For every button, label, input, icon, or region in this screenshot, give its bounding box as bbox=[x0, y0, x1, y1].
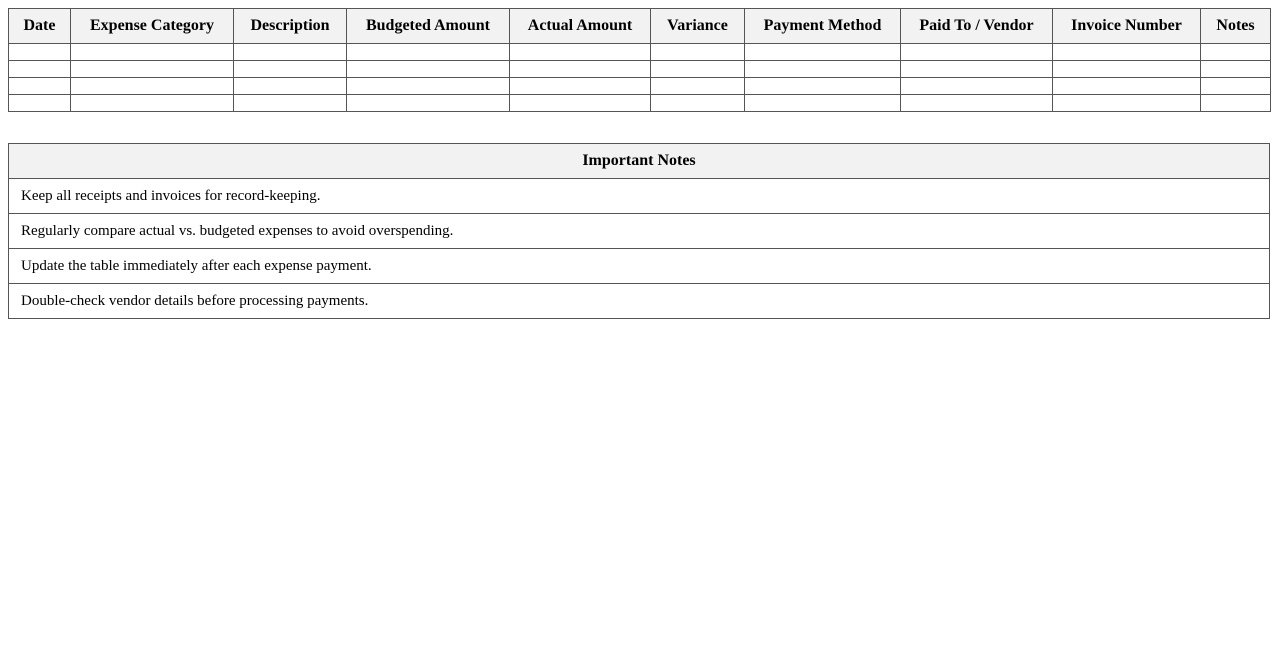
column-header-expense-category: Expense Category bbox=[71, 9, 234, 44]
column-header-date: Date bbox=[9, 9, 71, 44]
table-cell-variance[interactable] bbox=[651, 95, 745, 112]
important-notes-title: Important Notes bbox=[9, 144, 1270, 179]
table-row bbox=[9, 78, 1271, 95]
note-row bbox=[9, 179, 1270, 214]
table-cell-expense-category[interactable] bbox=[71, 95, 234, 112]
column-header-notes: Notes bbox=[1201, 9, 1271, 44]
table-cell-expense-category[interactable] bbox=[71, 44, 234, 61]
table-cell-budgeted-amount[interactable] bbox=[347, 44, 510, 61]
table-cell-paid-to-vendor[interactable] bbox=[901, 61, 1053, 78]
important-notes-table bbox=[8, 143, 1270, 319]
table-cell-actual-amount[interactable] bbox=[510, 95, 651, 112]
note-row bbox=[9, 249, 1270, 284]
table-cell-budgeted-amount[interactable] bbox=[347, 78, 510, 95]
table-row bbox=[9, 44, 1271, 61]
table-cell-actual-amount[interactable] bbox=[510, 78, 651, 95]
column-header-paid-to-vendor: Paid To / Vendor bbox=[901, 9, 1053, 44]
expense-table-header-row bbox=[9, 9, 1271, 44]
table-cell-actual-amount[interactable] bbox=[510, 44, 651, 61]
table-cell-actual-amount[interactable] bbox=[510, 61, 651, 78]
column-header-variance: Variance bbox=[651, 9, 745, 44]
expense-table bbox=[8, 8, 1271, 112]
table-cell-variance[interactable] bbox=[651, 44, 745, 61]
table-cell-paid-to-vendor[interactable] bbox=[901, 78, 1053, 95]
table-cell-invoice-number[interactable] bbox=[1053, 44, 1201, 61]
table-cell-expense-category[interactable] bbox=[71, 78, 234, 95]
table-cell-description[interactable] bbox=[234, 78, 347, 95]
note-item: Keep all receipts and invoices for record-keeping. bbox=[9, 179, 1270, 214]
table-cell-variance[interactable] bbox=[651, 61, 745, 78]
table-cell-notes[interactable] bbox=[1201, 95, 1271, 112]
table-cell-expense-category[interactable] bbox=[71, 61, 234, 78]
table-cell-variance[interactable] bbox=[651, 78, 745, 95]
table-cell-payment-method[interactable] bbox=[745, 61, 901, 78]
table-row bbox=[9, 61, 1271, 78]
note-item: Update the table immediately after each expense payment. bbox=[9, 249, 1270, 284]
table-row bbox=[9, 95, 1271, 112]
column-header-actual-amount: Actual Amount bbox=[510, 9, 651, 44]
note-row bbox=[9, 284, 1270, 319]
table-cell-budgeted-amount[interactable] bbox=[347, 61, 510, 78]
table-cell-payment-method[interactable] bbox=[745, 44, 901, 61]
table-cell-payment-method[interactable] bbox=[745, 78, 901, 95]
page-content bbox=[8, 8, 1270, 319]
column-header-description: Description bbox=[234, 9, 347, 44]
table-cell-paid-to-vendor[interactable] bbox=[901, 44, 1053, 61]
note-row bbox=[9, 214, 1270, 249]
table-cell-description[interactable] bbox=[234, 44, 347, 61]
table-cell-date[interactable] bbox=[9, 44, 71, 61]
table-cell-invoice-number[interactable] bbox=[1053, 78, 1201, 95]
table-cell-payment-method[interactable] bbox=[745, 95, 901, 112]
column-header-payment-method: Payment Method bbox=[745, 9, 901, 44]
table-cell-description[interactable] bbox=[234, 61, 347, 78]
note-item: Double-check vendor details before processing payments. bbox=[9, 284, 1270, 319]
table-cell-invoice-number[interactable] bbox=[1053, 95, 1201, 112]
table-cell-budgeted-amount[interactable] bbox=[347, 95, 510, 112]
table-cell-notes[interactable] bbox=[1201, 44, 1271, 61]
table-cell-invoice-number[interactable] bbox=[1053, 61, 1201, 78]
table-cell-notes[interactable] bbox=[1201, 61, 1271, 78]
table-cell-description[interactable] bbox=[234, 95, 347, 112]
table-cell-paid-to-vendor[interactable] bbox=[901, 95, 1053, 112]
notes-header-row bbox=[9, 144, 1270, 179]
table-cell-notes[interactable] bbox=[1201, 78, 1271, 95]
note-item: Regularly compare actual vs. budgeted expenses to avoid overspending. bbox=[9, 214, 1270, 249]
column-header-budgeted-amount: Budgeted Amount bbox=[347, 9, 510, 44]
table-cell-date[interactable] bbox=[9, 61, 71, 78]
table-cell-date[interactable] bbox=[9, 78, 71, 95]
column-header-invoice-number: Invoice Number bbox=[1053, 9, 1201, 44]
table-cell-date[interactable] bbox=[9, 95, 71, 112]
